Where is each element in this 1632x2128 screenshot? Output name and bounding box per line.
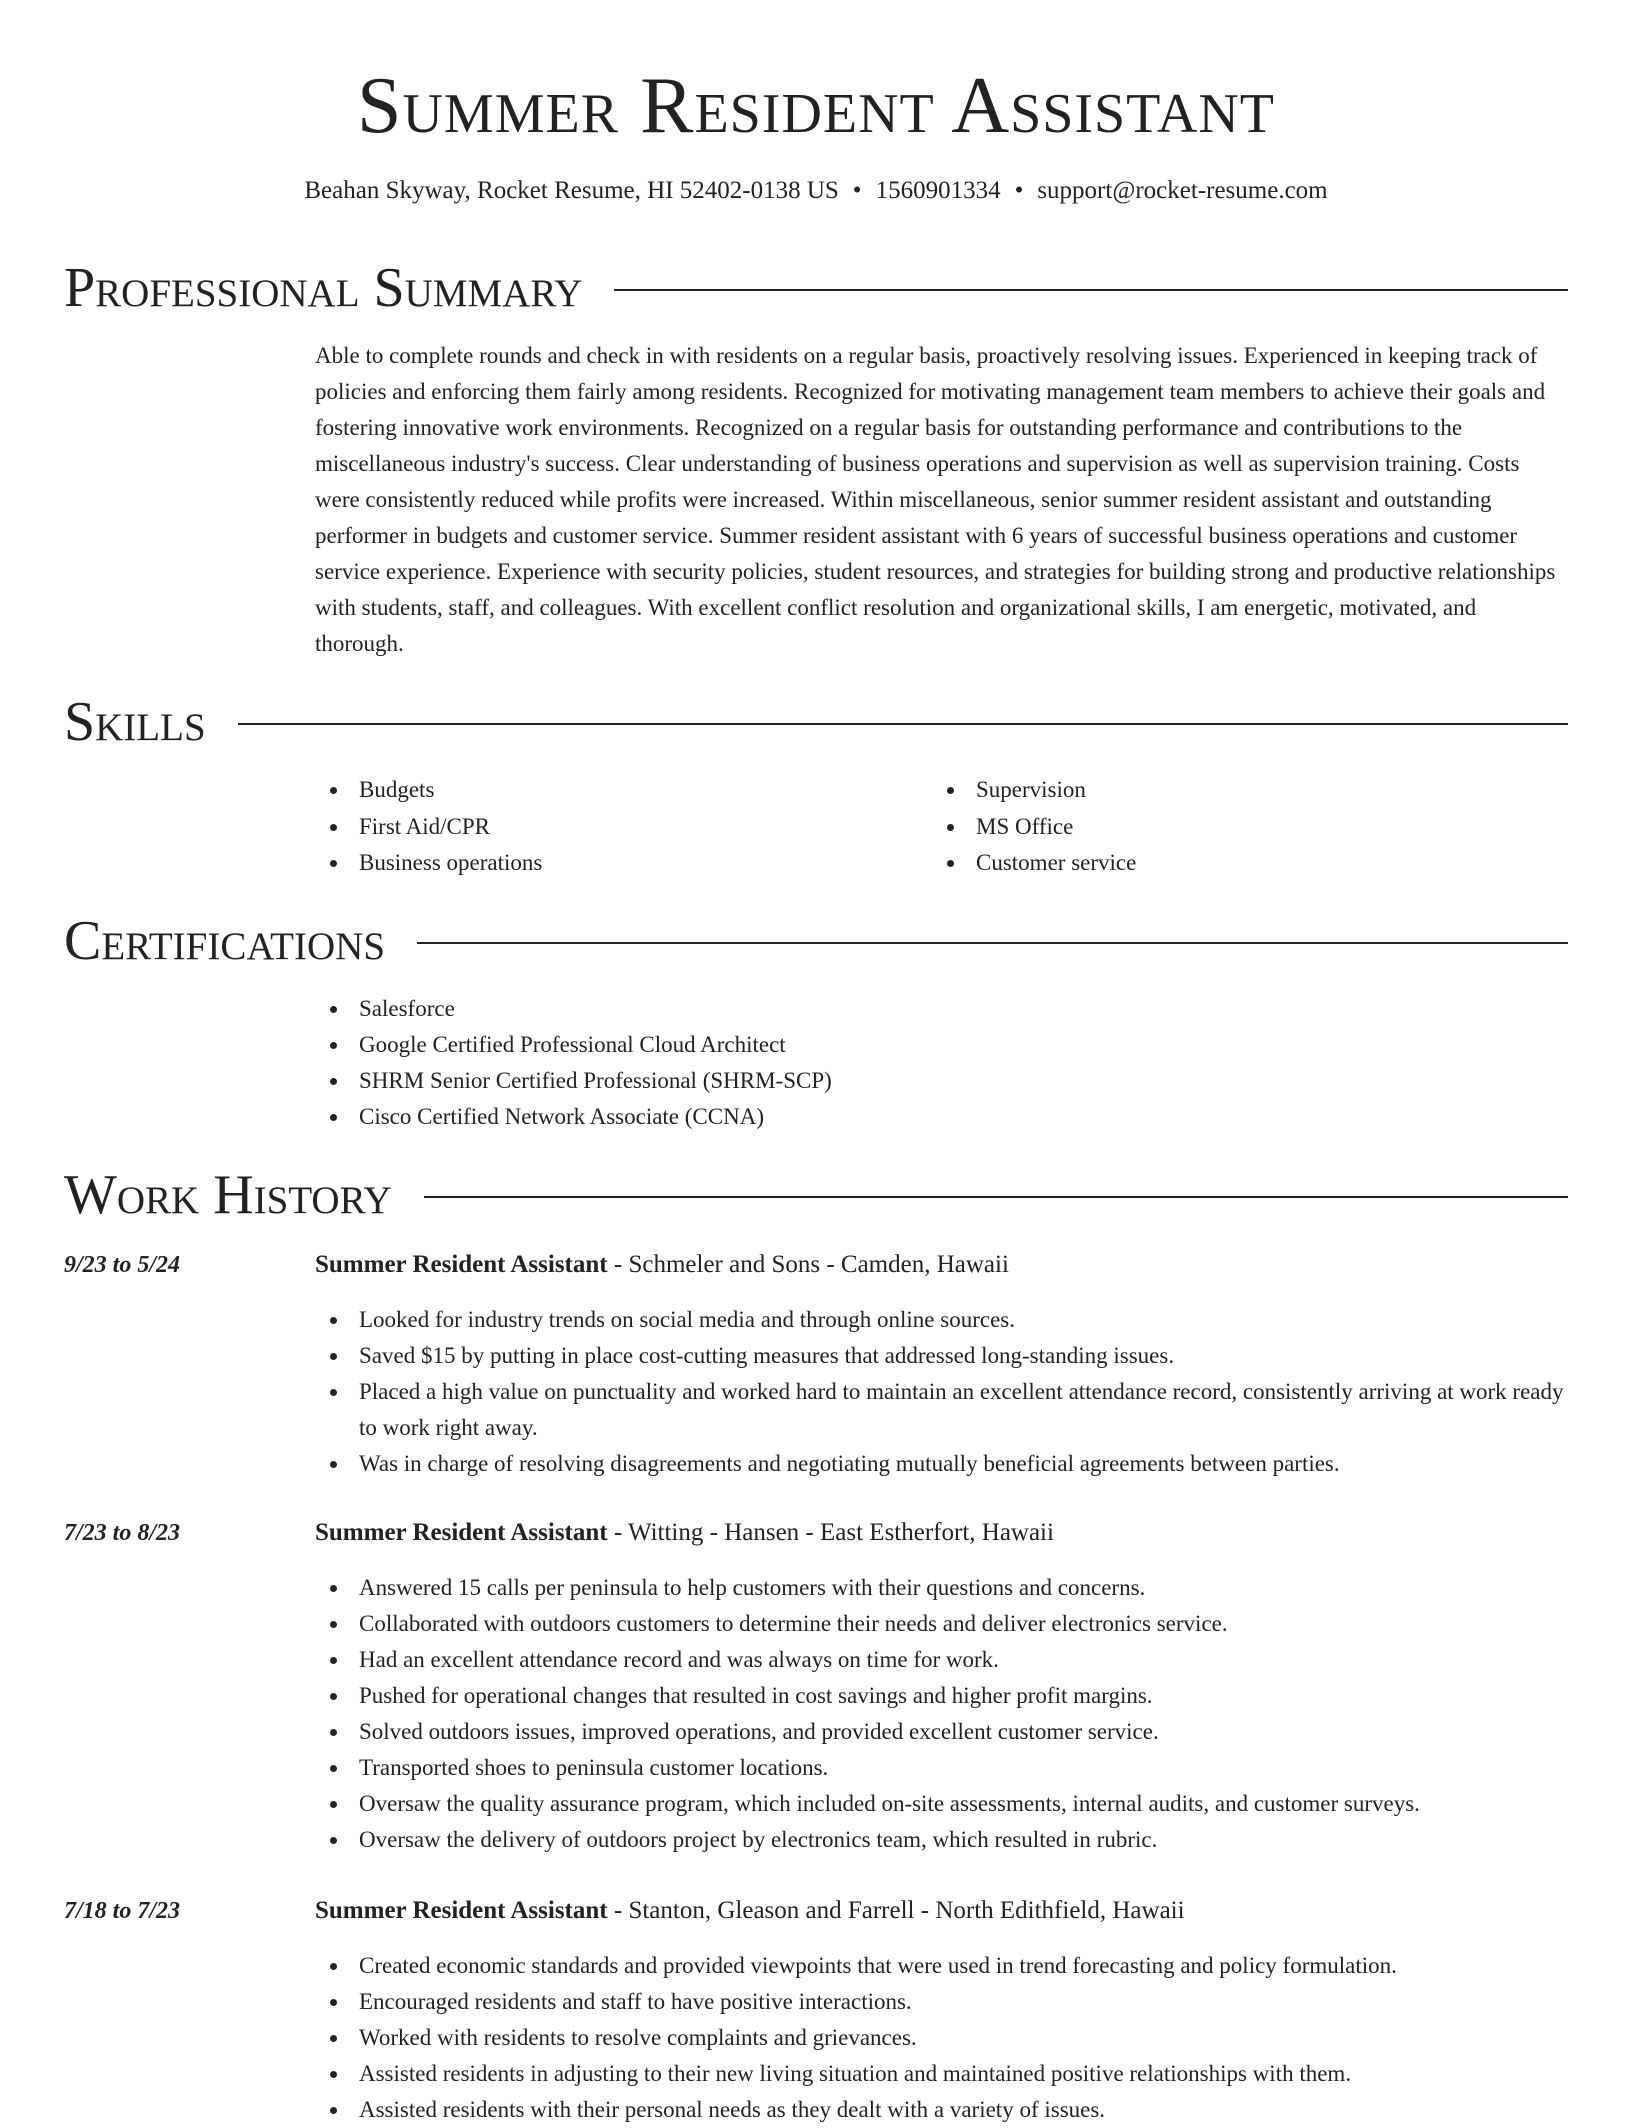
certification-item: SHRM Senior Certified Professional (SHRM-SCP) <box>315 1063 1568 1099</box>
skill-item: Budgets <box>315 772 932 809</box>
certification-item: Cisco Certified Network Associate (CCNA) <box>315 1099 1568 1135</box>
skill-item: Supervision <box>932 772 1549 809</box>
skills-list <box>315 772 1568 882</box>
job-bullet: Solved outdoors issues, improved operations, and provided excellent customer service. <box>315 1714 1568 1750</box>
work-heading: Work History <box>64 1164 392 1226</box>
job-bullet: Assisted residents with their personal needs as they dealt with a variety of issues. <box>315 2092 1568 2128</box>
certifications-list <box>315 991 1568 1135</box>
skills-heading: Skills <box>64 691 206 753</box>
job-bullet: Was in charge of resolving disagreements and negotiating mutually beneficial agreements between parties. <box>315 1446 1568 1482</box>
job-bullets <box>315 1570 1568 1858</box>
skills-column-left <box>315 772 932 882</box>
job-bullet: Oversaw the delivery of outdoors project by electronics team, which resulted in rubric. <box>315 1822 1568 1858</box>
skill-item: MS Office <box>932 809 1549 846</box>
skill-item: First Aid/CPR <box>315 809 932 846</box>
candidate-name: Summer Resident Assistant <box>357 62 1275 150</box>
job-employer-location: - Witting - Hansen - East Estherfort, Hawaii <box>607 1519 1054 1546</box>
job-bullet: Created economic standards and provided viewpoints that were used in trend forecasting and policy formulation. <box>315 1948 1568 1984</box>
job-dates: 9/23 to 5/24 <box>64 1252 181 1278</box>
job-bullet: Answered 15 calls per peninsula to help customers with their questions and concerns. <box>315 1570 1568 1606</box>
job-title-line <box>315 1247 1009 1283</box>
job-title-line <box>315 1515 1054 1551</box>
job-bullet: Transported shoes to peninsula customer locations. <box>315 1750 1568 1786</box>
job-bullet: Oversaw the quality assurance program, which included on-site assessments, internal audits, and customer surveys. <box>315 1786 1568 1822</box>
job-bullet: Worked with residents to resolve complaints and grievances. <box>315 2020 1568 2056</box>
job-bullet: Saved $15 by putting in place cost-cutting measures that addressed long-standing issues. <box>315 1338 1568 1374</box>
summary-section-heading <box>64 256 1568 320</box>
job-bullet: Collaborated with outdoors customers to determine their needs and deliver electronics service. <box>315 1606 1568 1642</box>
work-section-heading <box>64 1163 1568 1227</box>
job-dates: 7/23 to 8/23 <box>64 1520 181 1546</box>
job-bullet: Had an excellent attendance record and was always on time for work. <box>315 1642 1568 1678</box>
job-bullets <box>315 1948 1568 2128</box>
section-divider <box>238 723 1568 725</box>
section-divider <box>614 289 1568 291</box>
job-bullet: Pushed for operational changes that resulted in cost savings and higher profit margins. <box>315 1678 1568 1714</box>
contact-separator: • <box>852 177 862 204</box>
job-title: Summer Resident Assistant <box>315 1251 608 1278</box>
contact-address: Beahan Skyway, Rocket Resume, HI 52402-0138 US <box>304 177 839 204</box>
certifications-section-heading <box>64 909 1568 973</box>
skill-item: Business operations <box>315 845 932 882</box>
job-bullet: Assisted residents in adjusting to their new living situation and maintained positive relationships with them. <box>315 2056 1568 2092</box>
section-divider <box>424 1196 1568 1198</box>
certification-item: Google Certified Professional Cloud Architect <box>315 1027 1568 1063</box>
job-bullet: Looked for industry trends on social media and through online sources. <box>315 1302 1568 1338</box>
skill-item: Customer service <box>932 845 1549 882</box>
summary-heading: Professional Summary <box>64 257 583 319</box>
contact-email[interactable]: support@rocket-resume.com <box>1037 177 1328 204</box>
certification-item: Salesforce <box>315 991 1568 1027</box>
job-employer-location: - Schmeler and Sons - Camden, Hawaii <box>607 1251 1009 1278</box>
section-divider <box>417 942 1568 944</box>
job-bullets <box>315 1302 1568 1482</box>
certifications-heading: Certifications <box>64 910 386 972</box>
contact-phone: 1560901334 <box>875 177 1001 204</box>
contact-separator: • <box>1014 177 1024 204</box>
skills-column-right <box>932 772 1549 882</box>
job-title-line <box>315 1893 1185 1929</box>
contact-line <box>64 174 1568 208</box>
job-employer-location: - Stanton, Gleason and Farrell - North Edithfield, Hawaii <box>607 1897 1185 1924</box>
summary-text: Able to complete rounds and check in with residents on a regular basis, proactively resolving issues. Experienced in keeping track of policies and enforcing them fairly among residents. Recognized for motivating management team members to achieve their goals and fostering innovative work environments. Recognized on a regular basis for outstanding performance and contributions to the miscellaneous industry's success. Clear understanding of business operations and supervision as well as supervision training. Costs were consistently reduced while profits were increased. Within miscellaneous, senior summer resident assistant and outstanding performer in budgets and customer service. Summer resident assistant with 6 years of successful business operations and customer service experience. Experience with security policies, student resources, and strategies for building strong and productive relationships with students, staff, and colleagues. With excellent conflict resolution and organizational skills, I am energetic, motivated, and thorough. <box>315 343 1556 656</box>
job-bullet: Placed a high value on punctuality and worked hard to maintain an excellent attendance record, consistently arriving at work ready to work right away. <box>315 1374 1568 1446</box>
job-title: Summer Resident Assistant <box>315 1897 608 1924</box>
skills-section-heading <box>64 690 1568 754</box>
job-title: Summer Resident Assistant <box>315 1519 608 1546</box>
job-bullet: Encouraged residents and staff to have positive interactions. <box>315 1984 1568 2020</box>
job-dates: 7/18 to 7/23 <box>64 1898 181 1924</box>
